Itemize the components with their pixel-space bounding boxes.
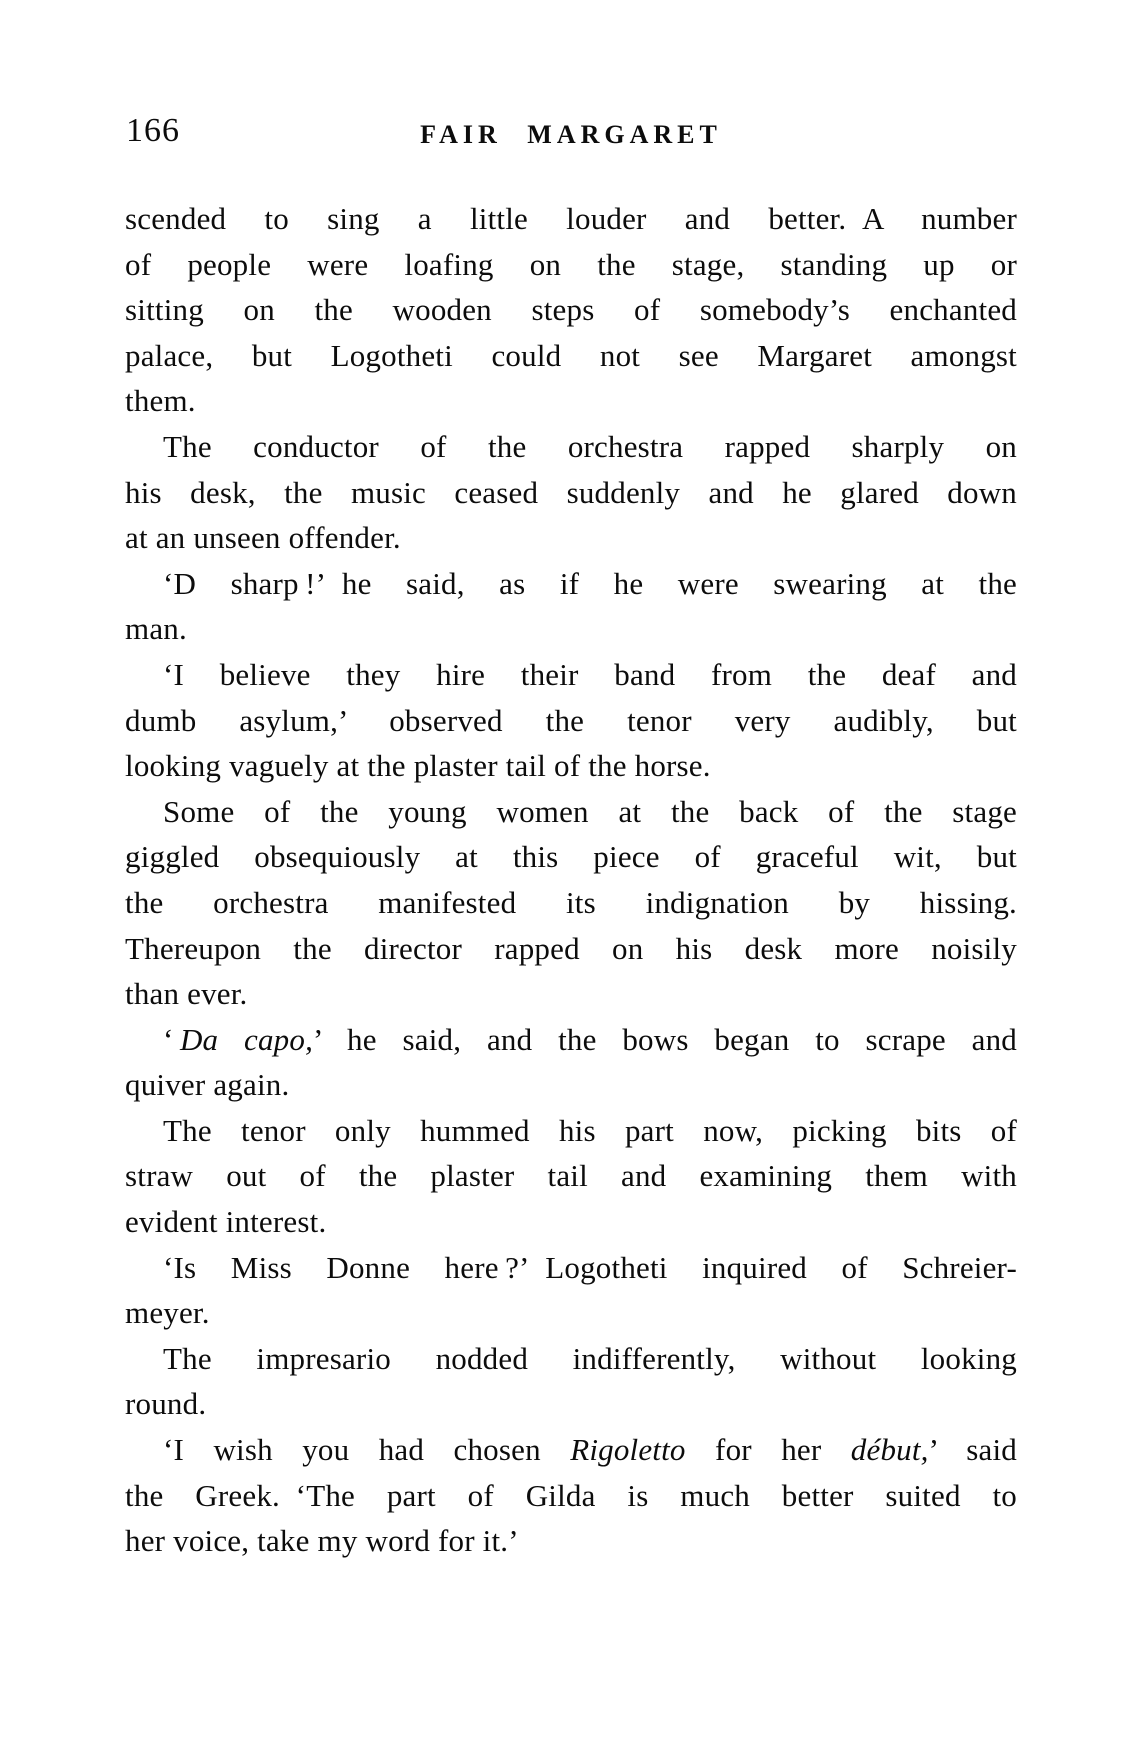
paragraph — [125, 1017, 1017, 1108]
text-segment: for her — [685, 1432, 851, 1468]
text-segment: palace, but Logotheti could not see Margaret amongst — [125, 337, 1017, 373]
text-segment: ‘I wish you had chosen — [163, 1432, 571, 1468]
text-line — [125, 1153, 1017, 1199]
text-line — [125, 743, 1017, 789]
text-segment: ‘I believe they hire their band from the deaf and — [163, 656, 1017, 692]
text-line — [125, 1427, 1017, 1473]
text-line — [125, 834, 1017, 880]
text-line — [125, 926, 1017, 972]
text-line — [125, 1518, 1017, 1564]
text-segment: at an unseen offender. — [125, 520, 401, 556]
text-segment: ‘Is Miss Donne here ?’ Logotheti inquired of Schreier- — [163, 1249, 1017, 1285]
paragraph — [125, 561, 1017, 652]
text-segment: of people were loafing on the stage, standing up or — [125, 246, 1017, 282]
text-line — [125, 424, 1017, 470]
paragraph — [125, 196, 1017, 424]
text-segment: her voice, take my word for it.’ — [125, 1523, 519, 1559]
text-line — [125, 1062, 1017, 1108]
text-segment: Thereupon the director rapped on his desk more noisily — [125, 930, 1017, 966]
text-line — [125, 378, 1017, 424]
text-segment: The impresario nodded indifferently, without looking — [163, 1340, 1017, 1376]
text-line — [125, 698, 1017, 744]
text-segment: straw out of the plaster tail and examining them with — [125, 1158, 1017, 1194]
text-segment: the Greek. ‘The part of Gilda is much better suited to — [125, 1477, 1017, 1513]
text-line — [125, 470, 1017, 516]
text-segment: The conductor of the orchestra rapped sharply on — [163, 428, 1017, 464]
text-segment: dumb asylum,’ observed the tenor very audibly, but — [125, 702, 1017, 738]
text-segment: evident interest. — [125, 1204, 327, 1240]
text-line — [125, 242, 1017, 288]
paragraph — [125, 789, 1017, 1017]
text-line — [125, 1108, 1017, 1154]
text-segment: The tenor only hummed his part now, picking bits of — [163, 1112, 1017, 1148]
text-segment: Some of the young women at the back of the stage — [163, 793, 1017, 829]
text-line — [125, 1199, 1017, 1245]
text-segment: ‘D sharp !’ he said, as if he were swearing at the — [163, 565, 1017, 601]
text-line — [125, 606, 1017, 652]
text-line — [125, 196, 1017, 242]
text-segment: sitting on the wooden steps of somebody’s enchanted — [125, 292, 1017, 328]
italic-text-segment: Rigoletto — [570, 1432, 686, 1468]
text-line — [125, 652, 1017, 698]
text-line — [125, 789, 1017, 835]
paragraph — [125, 1108, 1017, 1245]
text-line — [125, 880, 1017, 926]
text-line — [125, 561, 1017, 607]
italic-text-segment: début, — [850, 1432, 929, 1468]
text-segment: his desk, the music ceased suddenly and he glared down — [125, 474, 1017, 510]
text-block — [125, 196, 1017, 1564]
paragraph — [125, 424, 1017, 561]
text-segment: ’ said — [928, 1432, 1017, 1468]
text-line — [125, 1336, 1017, 1382]
text-line — [125, 333, 1017, 379]
text-line — [125, 1245, 1017, 1291]
text-line — [125, 971, 1017, 1017]
text-line — [125, 1290, 1017, 1336]
text-segment: round. — [125, 1386, 207, 1422]
text-line — [125, 1473, 1017, 1519]
paragraph — [125, 652, 1017, 789]
italic-text-segment: Da capo, — [179, 1021, 314, 1057]
paragraph — [125, 1336, 1017, 1427]
text-line — [125, 1017, 1017, 1063]
text-segment: man. — [125, 611, 187, 647]
page-number: 166 — [126, 112, 180, 149]
text-segment: ‘ — [163, 1021, 180, 1057]
text-segment: giggled obsequiously at this piece of graceful wit, but — [125, 839, 1017, 875]
text-line — [125, 1381, 1017, 1427]
text-line — [125, 515, 1017, 561]
text-segment: looking vaguely at the plaster tail of the horse. — [125, 748, 711, 784]
text-segment: them. — [125, 383, 196, 419]
text-segment: the orchestra manifested its indignation by hissing. — [125, 884, 1017, 920]
text-line — [125, 287, 1017, 333]
text-segment: meyer. — [125, 1295, 210, 1331]
paragraph — [125, 1427, 1017, 1564]
running-header-title: FAIR MARGARET — [420, 120, 722, 149]
text-segment: scended to sing a little louder and better. A number — [125, 201, 1017, 236]
text-segment: quiver again. — [125, 1067, 290, 1103]
text-segment: ’ he said, and the bows began to scrape and — [313, 1021, 1017, 1057]
text-segment: than ever. — [125, 976, 248, 1012]
paragraph — [125, 1245, 1017, 1336]
